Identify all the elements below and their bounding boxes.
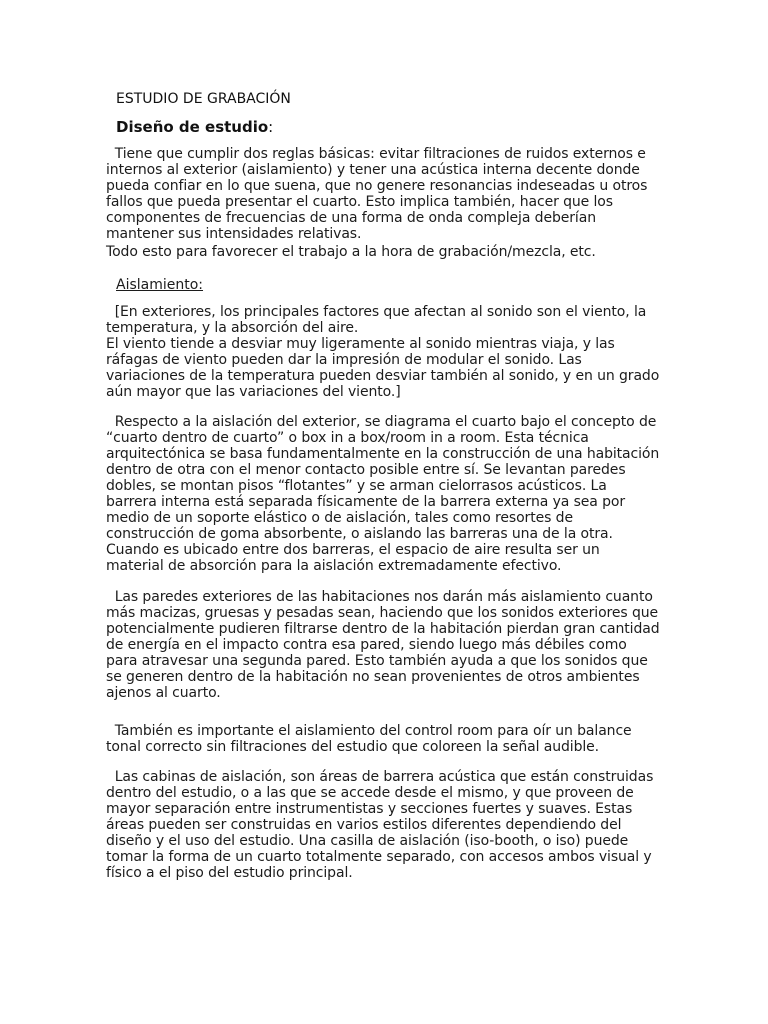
text-line: construcción de goma absorbente, o aislando las barreras una de la otra. [106, 526, 613, 542]
text-line: tomar la forma de un cuarto totalmente separado, con accesos ambos visual y [106, 849, 652, 865]
text-line: mantener sus intensidades relativas. [106, 226, 362, 242]
text-line: El viento tiende a desviar muy ligeramente al sonido mientras viaja, y las [106, 336, 615, 352]
text-line: dentro del estudio, o a las que se accede desde el mismo, y que proveen de [106, 785, 634, 801]
text-line: Las paredes exteriores de las habitaciones nos darán más aislamiento cuanto [106, 589, 653, 605]
text-line: diseño y el uso del estudio. Una casilla de aislación (iso-booth, o iso) puede [106, 833, 629, 849]
text-line: barrera interna está separada físicamente de la barrera externa ya sea por [106, 494, 626, 510]
text-line: se generen dentro de la habitación no sean provenientes de otros ambientes [106, 669, 640, 685]
text-line: Las cabinas de aislación, son áreas de barrera acústica que están construidas [106, 769, 654, 785]
text-line: arquitectónica se basa fundamentalmente en la construcción de una habitación [106, 446, 660, 462]
text-line: mayor separación entre instrumentistas y secciones fuertes y suaves. Estas [106, 801, 633, 817]
text-line: temperatura, y la absorción del aire. [106, 320, 359, 336]
text-line: material de absorción para la aislación extremadamente efectivo. [106, 558, 562, 574]
text-line: de energía en el impacto contra esa pared, siendo luego más débiles como [106, 637, 627, 653]
document-subtitle [116, 118, 273, 136]
text-line: variaciones de la temperatura pueden desviar también al sonido, y en un grado [106, 368, 660, 384]
text-line: físico a el piso del estudio principal. [106, 865, 353, 881]
text-line: potencialmente pudieren filtrarse dentro de la habitación pierdan gran cantidad [106, 621, 660, 637]
text-line: Todo esto para favorecer el trabajo a la hora de grabación/mezcla, etc. [106, 244, 596, 260]
text-line: para atravesar una segunda pared. Esto también ayuda a que los sonidos que [106, 653, 648, 669]
text-line: componentes de frecuencias de una forma de onda compleja deberían [106, 210, 596, 226]
text-line: También es importante el aislamiento del control room para oír un balance [106, 723, 632, 739]
text-line: tonal correcto sin filtraciones del estudio que coloreen la señal audible. [106, 739, 600, 755]
text-line: internos al exterior (aislamiento) y tener una acústica interna decente donde [106, 162, 640, 178]
document-title: ESTUDIO DE GRABACIÓN [116, 91, 291, 107]
text-line: pueda confiar en lo que suena, que no genere resonancias indeseadas u otros [106, 178, 648, 194]
subtitle-text: Diseño de estudio [116, 118, 269, 136]
text-line: dobles, se montan pisos “flotantes” y se arman cielorrasos acústicos. La [106, 478, 607, 494]
text-line: Respecto a la aislación del exterior, se diagrama el cuarto bajo el concepto de [106, 414, 657, 430]
text-line: fallos que pueda presentar el cuarto. Esto implica también, hacer que los [106, 194, 613, 210]
text-line: [En exteriores, los principales factores que afectan al sonido son el viento, la [106, 304, 647, 320]
text-line: aún mayor que las variaciones del viento.] [106, 384, 401, 400]
text-line: ráfagas de viento pueden dar la impresión de modular el sonido. Las [106, 352, 582, 368]
text-line: dentro de otra con el menor contacto posible entre sí. Se levantan paredes [106, 462, 626, 478]
text-line: Tiene que cumplir dos reglas básicas: evitar filtraciones de ruidos externos e [106, 146, 646, 162]
text-line: medio de un soporte elástico o de aislación, tales como resortes de [106, 510, 573, 526]
text-line: “cuarto dentro de cuarto” o box in a box/room in a room. Esta técnica [106, 430, 589, 446]
text-line: ajenos al cuarto. [106, 685, 221, 701]
text-line: áreas pueden ser construidas en varios estilos diferentes dependiendo del [106, 817, 622, 833]
subtitle-colon: : [268, 118, 274, 136]
text-line: Cuando es ubicado entre dos barreras, el espacio de aire resulta ser un [106, 542, 600, 558]
text-line: más macizas, gruesas y pesadas sean, haciendo que los sonidos exteriores que [106, 605, 659, 621]
section-heading-aislamiento: Aislamiento: [116, 277, 204, 293]
